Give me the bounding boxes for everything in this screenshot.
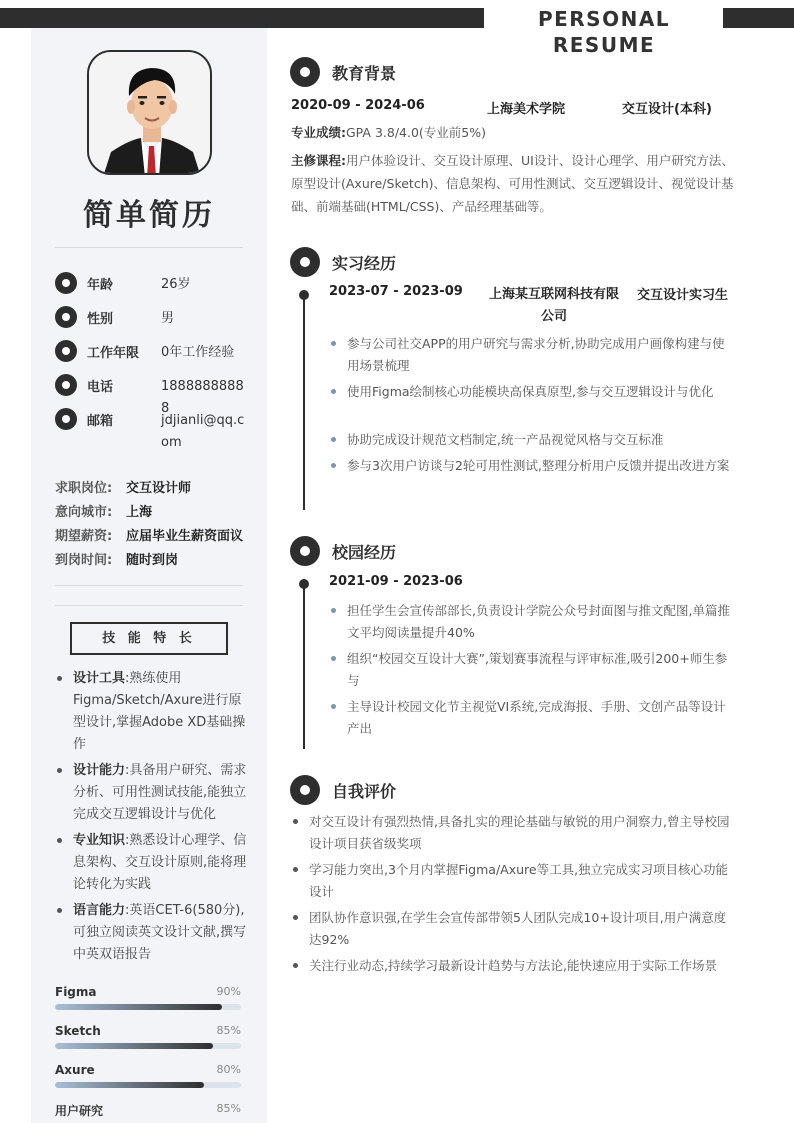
timeline-line [303, 290, 305, 510]
skill-bar-user-research [55, 1102, 241, 1123]
section-dot-icon [290, 536, 320, 566]
job-label: 到岗时间: [55, 553, 113, 568]
timeline-dot [299, 290, 309, 300]
skills-title: 技 能 特 长 [70, 622, 228, 655]
internship-role: 交互设计实习生 [637, 288, 729, 303]
info-row-email [55, 407, 255, 450]
skill-bar-sketch [55, 1024, 241, 1054]
list-item: 对交互设计有强烈热情,具备扎实的理论基础与敏锐的用户洞察力,曾主导校园设计项目获省级奖项 [291, 811, 737, 855]
info-dot-icon [55, 272, 77, 294]
info-row-gender [55, 305, 255, 329]
job-row-start [55, 552, 178, 570]
job-label: 求职岗位: [55, 481, 113, 496]
skill-bar-percent: 80% [216, 1063, 241, 1076]
info-value: jdjianli@qq.com [161, 413, 245, 450]
resume-header-title: PERSONAL RESUME [537, 7, 671, 57]
header-bar-right [723, 8, 794, 28]
job-label: 期望薪资: [55, 529, 113, 544]
skill-text: :熟悉设计心理学、信息架构、交互设计原则,能将理论转化为实践 [73, 833, 247, 892]
info-label: 性别 [87, 312, 114, 327]
job-row-city [55, 504, 152, 522]
header-bar-left [0, 8, 484, 28]
courses-label: 主修课程: [291, 153, 346, 168]
info-value: 26岁 [161, 277, 191, 292]
campus-date: 2021-09 - 2023-06 [329, 574, 463, 589]
sidebar [31, 28, 267, 1123]
skill-key: 设计工具 [73, 671, 126, 686]
skill-text: :具备用户研究、需求分析、可用性测试技能,能独立完成交互逻辑设计与优化 [73, 763, 247, 822]
info-dot-icon [55, 408, 77, 430]
list-item: 关注行业动态,持续学习最新设计趋势与方法论,能快速应用于实际工作场景 [291, 955, 737, 977]
skill-bar-axure [55, 1063, 241, 1093]
list-item [55, 760, 247, 826]
skill-key: 语言能力 [73, 903, 126, 918]
skill-bar-percent: 85% [216, 1102, 241, 1115]
job-row-position [55, 480, 191, 498]
score-value: GPA 3.8/4.0(专业前5%) [346, 125, 487, 140]
list-item: 担任学生会宣传部部长,负责设计学院公众号封面图与推文配图,单篇推文平均阅读量提升40% [329, 600, 737, 644]
list-item: 组织“校园交互设计大赛”,策划赛事流程与评审标准,吸引200+师生参与 [329, 648, 737, 692]
skill-bar-percent: 85% [216, 1024, 241, 1037]
education-courses [291, 149, 736, 218]
section-title: 自我评价 [332, 782, 397, 801]
list-item: 主导设计校园文化节主视觉VI系统,完成海报、手册、文创产品等设计产出 [329, 696, 737, 740]
skill-bar-fill [55, 1043, 213, 1049]
skill-bar-name: Sketch [55, 1024, 101, 1038]
skill-bar-figma [55, 985, 241, 1015]
skill-bar-fill [55, 1082, 204, 1088]
list-item [55, 830, 247, 896]
self-bullets [291, 811, 737, 981]
list-item: 学习能力突出,3个月内掌握Figma/Axure等工具,独立完成实习项目核心功能设计 [291, 859, 737, 903]
section-title: 教育背景 [332, 64, 397, 83]
skill-text: :英语CET-6(580分),可独立阅读英文设计文献,撰写中英双语报告 [73, 903, 247, 962]
skill-bar-fill [55, 1004, 222, 1010]
info-row-age [55, 271, 255, 295]
education-school: 上海美术学院 [487, 102, 566, 117]
list-item: 参与公司社交APP的用户研究与需求分析,协助完成用户画像构建与使用场景梳理 [329, 333, 737, 377]
skill-bar-name: Axure [55, 1063, 95, 1077]
info-dot-icon [55, 340, 77, 362]
skill-key: 专业知识 [73, 833, 126, 848]
timeline-line [303, 579, 305, 749]
job-value: 应届毕业生薪资面议 [126, 529, 244, 544]
info-row-phone [55, 373, 255, 416]
score-label: 专业成绩: [291, 125, 346, 140]
skill-bar-name: Figma [55, 985, 97, 999]
skill-text: :熟练使用Figma/Sketch/Axure进行原型设计,掌握Adobe XD基础操作 [73, 671, 246, 752]
sidebar-divider [55, 247, 243, 248]
skill-bar-name: 用户研究 [55, 1104, 104, 1118]
info-label: 工作年限 [87, 346, 140, 361]
internship-org: 上海某互联网科技有限公司 [488, 287, 619, 324]
list-item: 参与3次用户访谈与2轮可用性测试,整理分析用户反馈并提出改进方案 [329, 455, 737, 477]
list-item: 使用Figma绘制核心功能模块高保真原型,参与交互逻辑设计与优化 [329, 381, 737, 403]
campus-bullets [329, 600, 737, 744]
job-value: 交互设计师 [126, 481, 192, 496]
education-score [291, 121, 736, 144]
education-date: 2020-09 - 2024-06 [291, 98, 425, 113]
skill-key: 设计能力 [73, 763, 126, 778]
skill-bar-track [55, 1043, 241, 1049]
timeline-dot [299, 579, 309, 589]
info-row-experience [55, 339, 255, 363]
job-label: 意向城市: [55, 505, 113, 520]
job-row-salary [55, 528, 243, 546]
avatar-portrait-image [89, 52, 212, 175]
list-item: 团队协作意识强,在学生会宣传部带领5人团队完成10+设计项目,用户满意度达92% [291, 907, 737, 951]
job-value: 随时到岗 [126, 553, 179, 568]
skill-bar-percent: 90% [216, 985, 241, 998]
section-title: 实习经历 [332, 254, 397, 273]
skill-bar-track [55, 1082, 241, 1088]
section-dot-icon [290, 247, 320, 277]
info-value: 男 [161, 311, 175, 326]
job-value: 上海 [126, 505, 153, 520]
info-value: 18888888888 [161, 379, 244, 416]
section-dot-icon [290, 775, 320, 805]
courses-value: 用户体验设计、交互设计原理、UI设计、设计心理学、用户研究方法、原型设计(Axure/Sketch)、信息架构、可用性测试、交互逻辑设计、视觉设计基础、前端基础(HTML/CSS)、产品经理基础等。 [291, 153, 734, 214]
sidebar-divider [55, 585, 243, 586]
info-label: 邮箱 [87, 414, 114, 429]
info-dot-icon [55, 306, 77, 328]
list-item [55, 900, 247, 966]
list-item: 协助完成设计规范文档制定,统一产品视觉风格与交互标准 [329, 429, 737, 451]
skill-bar-track [55, 1004, 241, 1010]
list-item [55, 668, 247, 756]
info-dot-icon [55, 374, 77, 396]
avatar [87, 50, 212, 175]
info-value: 0年工作经验 [161, 345, 235, 360]
info-label: 年龄 [87, 278, 114, 293]
education-major: 交互设计(本科) [622, 102, 712, 117]
section-dot-icon [290, 57, 320, 87]
section-title: 校园经历 [332, 543, 397, 562]
sidebar-divider [55, 605, 243, 606]
internship-bullets [329, 333, 737, 481]
internship-date: 2023-07 - 2023-09 [329, 284, 463, 299]
info-label: 电话 [87, 380, 114, 395]
skills-list [55, 668, 247, 970]
profile-name: 简单简历 [83, 198, 215, 233]
